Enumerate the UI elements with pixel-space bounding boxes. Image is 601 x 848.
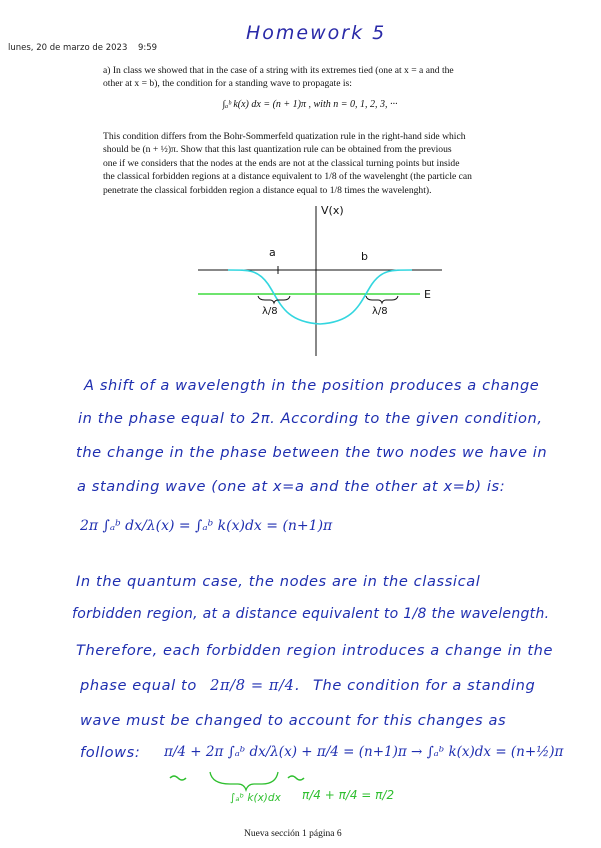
left-brace: [258, 296, 290, 303]
potential-well-figure: [180, 198, 450, 360]
label-b: b: [361, 250, 368, 263]
problem-line: should be (n + ½)π. Show that this last quantization rule can be obtained from the previous: [103, 144, 452, 156]
squiggle-left: [170, 776, 186, 780]
right-brace: [366, 296, 398, 303]
handwritten-equation-2: π/4 + 2π ∫ₐᵇ dx/λ(x) + π/4 = (n+1)π → ∫ₐᵇ k(x)dx = (n+½)π: [164, 744, 564, 760]
problem-line: a) In class we showed that in the case of a string with its extremes tied (one at x = a and the: [103, 65, 454, 76]
left-brace-label: λ/8: [262, 306, 278, 317]
energy-label: E: [424, 288, 431, 301]
note-time: 9:59: [138, 43, 158, 53]
green-brace: [210, 772, 278, 790]
problem-paragraph-1: [103, 64, 541, 91]
right-brace-label: λ/8: [372, 306, 388, 317]
squiggle-right: [288, 776, 304, 780]
y-axis-label: V(x): [321, 204, 344, 217]
green-integral-note: ∫ₐᵇ k(x)dx: [230, 792, 281, 804]
problem-line: penetrate the classical forbidden region a distance equal to 1/8 times the wavelenght).: [103, 184, 432, 196]
handwritten-equation-1: 2π ∫ₐᵇ dx/λ(x) = ∫ₐᵇ k(x)dx = (n+1)π: [80, 518, 333, 534]
handwritten-line-5: In the quantum case, the nodes are in the classical: [76, 573, 481, 590]
handwritten-line-7: Therefore, each forbidden region introduces a change in the: [76, 642, 554, 659]
handwritten-line-8: [80, 677, 535, 694]
problem-paragraph-2: [103, 130, 541, 197]
page-title: Homework 5: [246, 22, 387, 44]
handwritten-line-6: forbidden region, at a distance equivalent to 1/8 the wavelength.: [72, 606, 550, 622]
handwritten-line-1: A shift of a wavelength in the position produces a change: [84, 377, 540, 394]
problem-line: This condition differs from the Bohr-Sommerfeld quatization rule in the right-hand side which: [103, 131, 466, 142]
problem-equation: ∫ₐᵇ k(x) dx = (n + 1)π , with n = 0, 1, 2, 3, ···: [222, 99, 398, 110]
problem-line: one if we considers that the nodes at the ends are not at the classical turning points but inside: [103, 157, 460, 169]
handwritten-line-9: wave must be changed to account for this changes as: [80, 712, 507, 729]
page-footer: Nueva sección 1 página 6: [244, 829, 342, 839]
line-8-text-a: phase equal to: [80, 677, 197, 694]
problem-line: the classical forbidden regions at a distance equivalent to 1/8 of the wavelenght (the particle can: [103, 171, 472, 183]
note-date: lunes, 20 de marzo de 2023: [8, 43, 128, 53]
problem-line: other at x = b), the condition for a standing wave to propagate is:: [103, 78, 352, 90]
handwritten-line-2: in the phase equal to 2π. According to the given condition,: [78, 410, 543, 427]
line-8-fraction: 2π/8 = π/4.: [210, 677, 300, 694]
handwritten-line-10: follows:: [80, 744, 141, 761]
green-sum-note: π/4 + π/4 = π/2: [302, 788, 395, 802]
line-8-text-b: The condition for a standing: [312, 677, 536, 694]
handwritten-line-3: the change in the phase between the two nodes we have in: [76, 444, 548, 461]
handwritten-line-4: a standing wave (one at x=a and the other at x=b) is:: [77, 478, 506, 495]
label-a: a: [269, 246, 276, 259]
